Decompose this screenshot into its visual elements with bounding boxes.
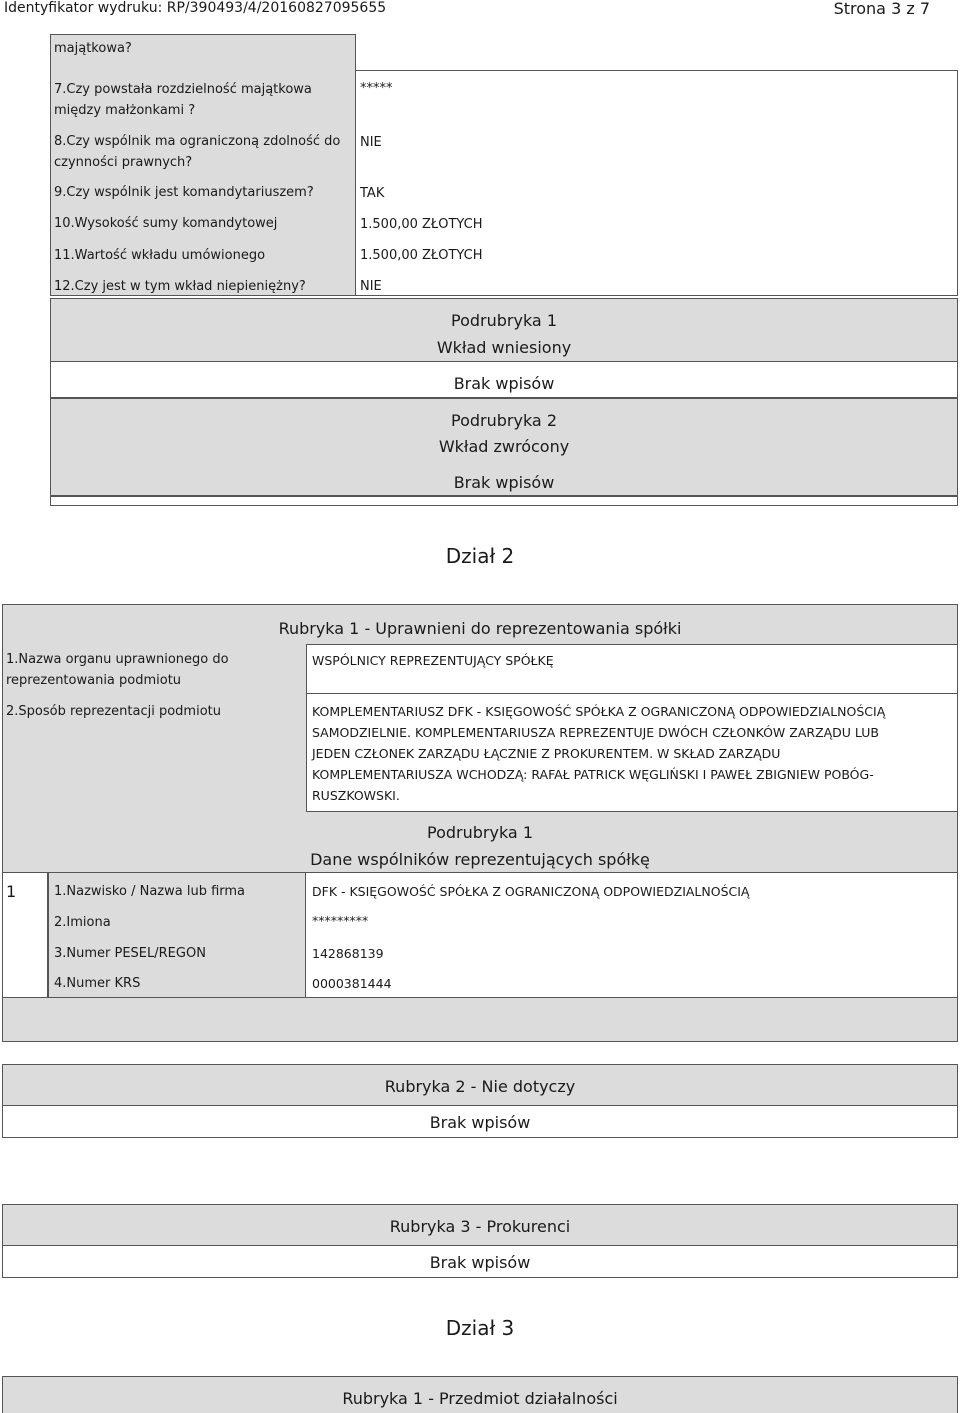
r1-sub-index: 1 — [6, 882, 17, 901]
rubryka3-title: Rubryka 3 - Prokurenci — [389, 1217, 571, 1236]
page-number: Strona 3 z 7 — [833, 0, 930, 18]
r1-sub-subtitle: Dane wspólników reprezentujących spółkę — [310, 850, 650, 869]
r1-sub-row3-value: 142868139 — [312, 946, 384, 961]
rubryka1-title: Rubryka 1 - Uprawnieni do reprezentowania spółki — [278, 619, 682, 638]
row-value-10: 1.500,00 ZŁOTYCH — [360, 217, 483, 232]
r1-row2-label: 2.Sposób reprezentacji podmiotu — [6, 704, 221, 719]
row-value-12: NIE — [360, 279, 382, 294]
print-identifier: Identyfikator wydruku: RP/390493/4/20160827095655 — [4, 0, 387, 16]
r1-row2-value: KOMPLEMENTARIUSZ DFK - KSIĘGOWOŚĆ SPÓŁKA Z OGRANICZONĄ ODPOWIEDZIALNOŚCIĄ SAMODZIELNIE. KOMPLEMENTARIUSZA REPREZENTUJE DWÓCH CZŁONKÓW ZARZĄDU LUB JEDEN CZŁONEK ZARZĄDU ŁĄCZNIE Z PROKURENTEM. W SKŁAD ZARZĄDU KOMPLEMENTARIUSZA WCHODZĄ: RAFAŁ PATRICK WĘGLIŃSKI I PAWEŁ ZBIGNIEW POBÓG-RUSZKOWSKI. — [312, 704, 886, 803]
r1-row1-label: 1.Nazwa organu uprawnionego do reprezentowania podmiotu — [6, 652, 229, 688]
sub1-title: Podrubryka 1 — [451, 311, 557, 330]
row-label-12: 12.Czy jest w tym wkład niepieniężny? — [54, 279, 306, 294]
sub2-empty: Brak wpisów — [453, 473, 555, 492]
row-value-9: TAK — [360, 186, 385, 201]
rubryka2-title: Rubryka 2 - Nie dotyczy — [384, 1077, 576, 1096]
r1-sub-row1-label: 1.Nazwisko / Nazwa lub firma — [54, 884, 246, 899]
row-value-7: ***** — [360, 81, 393, 96]
row-label-11: 11.Wartość wkładu umówionego — [54, 248, 266, 263]
sub2-title: Podrubryka 2 — [451, 411, 557, 430]
sub1-empty: Brak wpisów — [453, 374, 555, 393]
r1-sub-row1-value: DFK - KSIĘGOWOŚĆ SPÓŁKA Z OGRANICZONĄ ODPOWIEDZIALNOŚCIĄ — [312, 884, 750, 899]
sub2-subtitle: Wkład zwrócony — [438, 437, 570, 456]
rubryka3-empty: Brak wpisów — [429, 1253, 531, 1272]
row-value-8: NIE — [360, 135, 382, 150]
dzial3-rubryka1-title: Rubryka 1 - Przedmiot działalności — [342, 1389, 618, 1408]
r1-sub-row3-label: 3.Numer PESEL/REGON — [54, 946, 206, 961]
r1-sub-row4-label: 4.Numer KRS — [54, 976, 141, 991]
row-label-7: 7.Czy powstała rozdzielność majątkowa między małżonkami ? — [54, 82, 312, 118]
row-label-8: 8.Czy wspólnik ma ograniczoną zdolność do czynności prawnych? — [54, 134, 341, 170]
r1-sub-row2-label: 2.Imiona — [54, 915, 111, 930]
dzial2-title: Dział 2 — [445, 544, 515, 568]
row-label-10: 10.Wysokość sumy komandytowej — [54, 216, 278, 231]
r1-sub-title: Podrubryka 1 — [427, 823, 533, 842]
rubryka2-empty: Brak wpisów — [429, 1113, 531, 1132]
row-label-majatkowa: majątkowa? — [54, 41, 132, 56]
r1-sub-row2-value: ********* — [312, 913, 369, 928]
dzial3-title: Dział 3 — [445, 1316, 515, 1340]
sub1-subtitle: Wkład wniesiony — [436, 338, 572, 357]
sub2-footer — [50, 496, 958, 506]
r1-row1-value: WSPÓLNICY REPREZENTUJĄCY SPÓŁKĘ — [312, 653, 554, 668]
row-value-11: 1.500,00 ZŁOTYCH — [360, 248, 483, 263]
row-label-9: 9.Czy wspólnik jest komandytariuszem? — [54, 185, 314, 200]
r1-sub-row4-value: 0000381444 — [312, 976, 392, 991]
